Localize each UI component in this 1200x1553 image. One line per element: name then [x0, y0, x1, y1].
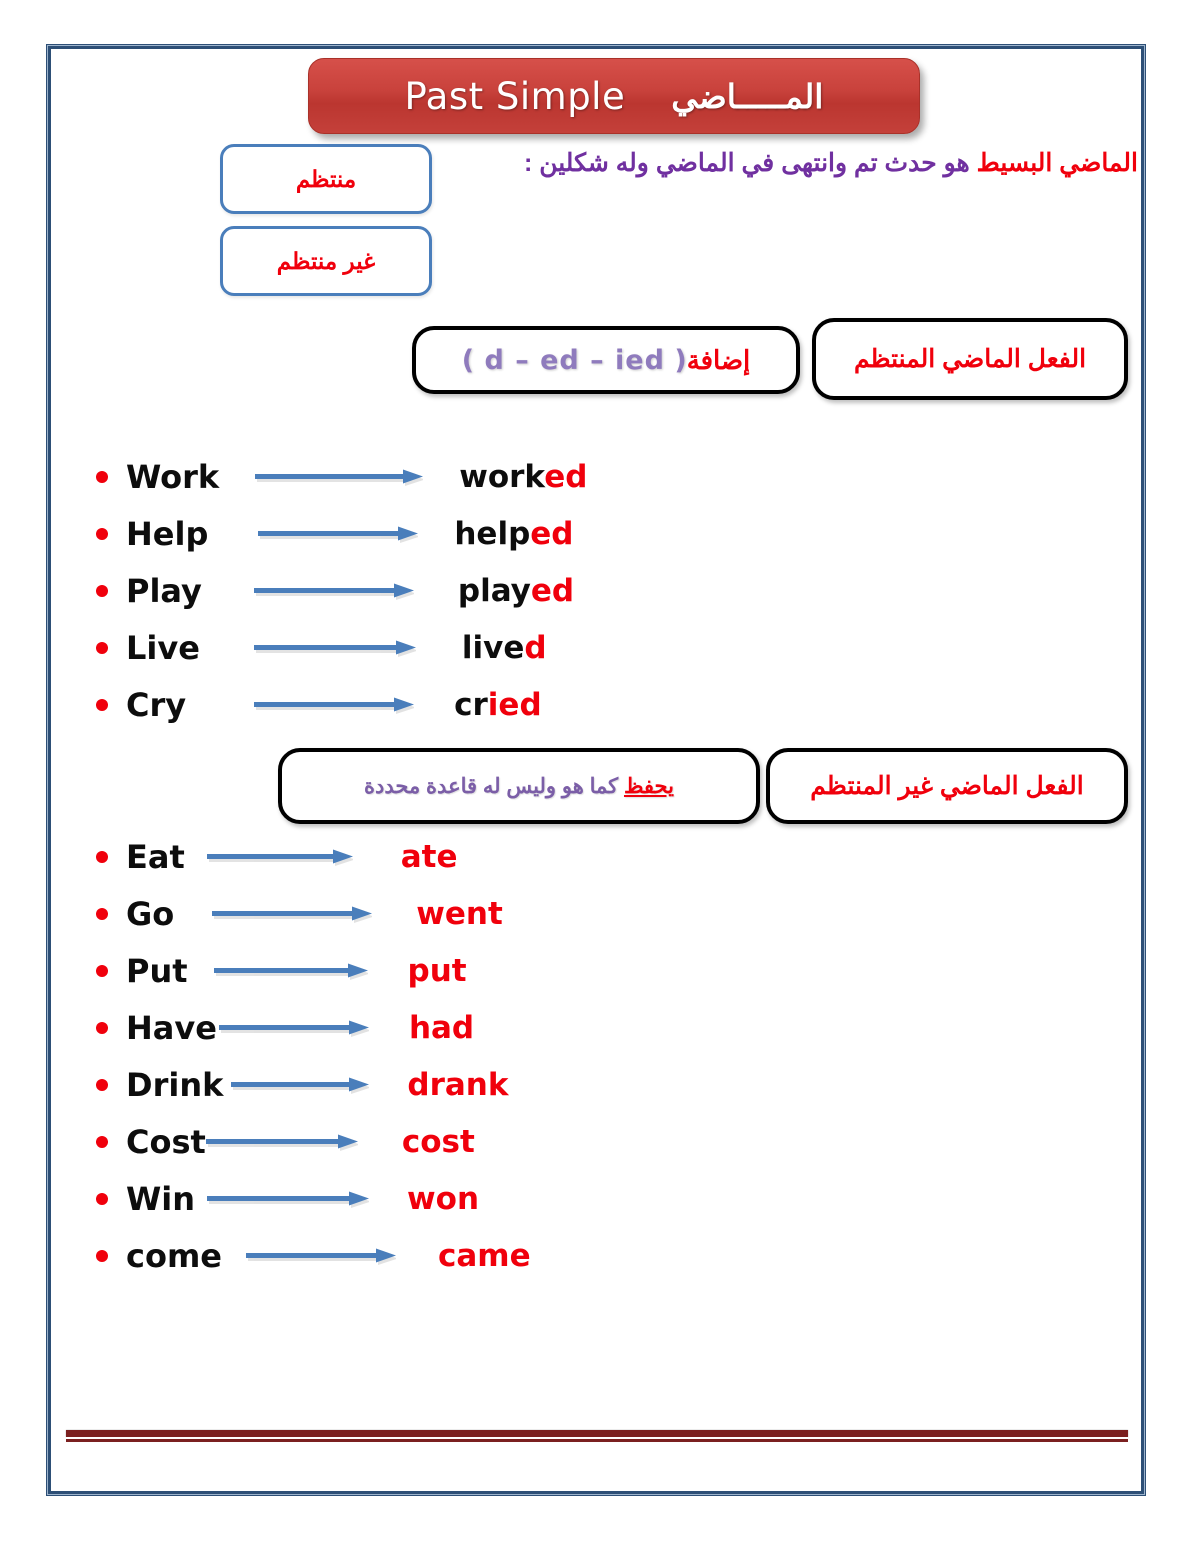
arrow-icon — [258, 523, 418, 545]
footer-rule-thin — [66, 1439, 1128, 1442]
type-box-irregular — [220, 226, 432, 296]
bullet-icon — [96, 585, 108, 597]
irregular-section-title: الفعل الماضي غير المنتظم — [810, 772, 1084, 800]
verb-past: drank — [407, 1066, 509, 1103]
bullet-icon — [96, 471, 108, 483]
regular-rule-suffixes: ( d – ed – ied ) — [461, 344, 687, 376]
verb-past-stem: help — [454, 515, 531, 552]
intro-highlight: الماضي البسيط — [976, 149, 1138, 177]
arrow-icon — [219, 1017, 369, 1039]
arrow-icon — [207, 846, 353, 868]
bullet-icon — [96, 1193, 108, 1205]
bullet-icon — [96, 528, 108, 540]
verb-past: won — [407, 1180, 480, 1217]
bullet-icon — [96, 1022, 108, 1034]
verb-past-suffix: ied — [487, 686, 542, 723]
bullet-icon — [96, 1079, 108, 1091]
regular-verbs-list — [96, 448, 587, 733]
bullet-icon — [96, 908, 108, 920]
verb-past-stem: work — [459, 458, 545, 495]
arrow-icon — [212, 903, 372, 925]
arrow-icon — [254, 694, 414, 716]
page-title-english: Past Simple — [404, 74, 626, 118]
irregular-section-title-box — [766, 748, 1128, 824]
arrow-icon — [231, 1074, 369, 1096]
verb-row — [96, 676, 587, 733]
verb-past-suffix: ed — [530, 572, 575, 609]
verb-row — [96, 1227, 531, 1284]
verb-past-suffix: ed — [544, 458, 588, 495]
intro-sentence — [524, 148, 1138, 178]
verb-base: Go — [126, 894, 175, 933]
regular-rule-label: إضافة — [686, 344, 751, 375]
verb-base: Drink — [126, 1065, 224, 1104]
bullet-icon — [96, 642, 108, 654]
verb-row — [96, 885, 531, 942]
verb-row — [96, 828, 531, 885]
verb-base: Put — [126, 951, 188, 990]
verb-past — [454, 687, 542, 723]
verb-past: ate — [400, 838, 458, 875]
verb-base: Help — [126, 514, 209, 553]
regular-section-rule-box — [412, 326, 800, 394]
irregular-verbs-list — [96, 828, 531, 1284]
footer-rule — [66, 1430, 1128, 1443]
irregular-rule-text — [364, 774, 674, 799]
irregular-section-rule-box — [278, 748, 760, 824]
verb-row — [96, 562, 587, 619]
regular-rule-text — [462, 345, 751, 376]
verb-base: Cry — [126, 685, 187, 724]
bullet-icon — [96, 1136, 108, 1148]
verb-row — [96, 1170, 531, 1227]
arrow-icon — [254, 637, 416, 659]
irregular-rule-rest: كما هو وليس له قاعدة محددة — [364, 774, 624, 798]
verb-past-stem: play — [457, 572, 531, 609]
verb-base: come — [126, 1236, 222, 1275]
verb-past: went — [416, 895, 503, 932]
verb-row — [96, 448, 587, 505]
verb-past-suffix: ed — [530, 515, 574, 552]
verb-past: put — [407, 952, 467, 989]
arrow-icon — [255, 466, 423, 488]
verb-row — [96, 1056, 531, 1113]
bullet-icon — [96, 965, 108, 977]
verb-past-stem: cr — [454, 686, 488, 723]
verb-row — [96, 942, 531, 999]
verb-base: Eat — [126, 837, 185, 876]
verb-past: cost — [401, 1123, 475, 1160]
bullet-icon — [96, 699, 108, 711]
type-box-regular-label: منتظم — [295, 165, 357, 192]
arrow-icon — [206, 1131, 358, 1153]
verb-past: came — [438, 1237, 531, 1274]
arrow-icon — [246, 1245, 396, 1267]
footer-rule-thick — [66, 1430, 1128, 1437]
verb-base: Live — [126, 628, 200, 667]
type-box-regular — [220, 144, 432, 214]
verb-base: Work — [126, 457, 220, 496]
verb-past — [462, 630, 547, 666]
verb-row — [96, 505, 587, 562]
verb-past — [459, 459, 587, 495]
page-title-arabic: المـــــاضي — [671, 77, 824, 115]
verb-past — [458, 573, 574, 609]
verb-base: Cost — [126, 1122, 206, 1161]
regular-section-title-box — [812, 318, 1128, 400]
type-box-irregular-label: غير منتظم — [276, 247, 376, 274]
arrow-icon — [254, 580, 414, 602]
arrow-icon — [214, 960, 368, 982]
verb-past-stem: live — [461, 629, 525, 666]
arrow-icon — [207, 1188, 369, 1210]
verb-row — [96, 1113, 531, 1170]
bullet-icon — [96, 1250, 108, 1262]
verb-row — [96, 619, 587, 676]
verb-past-suffix: d — [524, 629, 547, 666]
intro-rest: هو حدث تم وانتهى في الماضي وله شكلين : — [523, 149, 977, 177]
verb-row — [96, 999, 531, 1056]
verb-base: Play — [126, 571, 202, 610]
page-title-banner — [308, 58, 920, 134]
verb-past — [454, 516, 573, 552]
verb-past: had — [408, 1009, 475, 1046]
irregular-rule-keyword: يحفظ — [623, 774, 674, 798]
verb-base: Have — [126, 1008, 217, 1047]
bullet-icon — [96, 851, 108, 863]
regular-section-title: الفعل الماضي المنتظم — [853, 345, 1087, 373]
verb-base: Win — [126, 1179, 196, 1218]
